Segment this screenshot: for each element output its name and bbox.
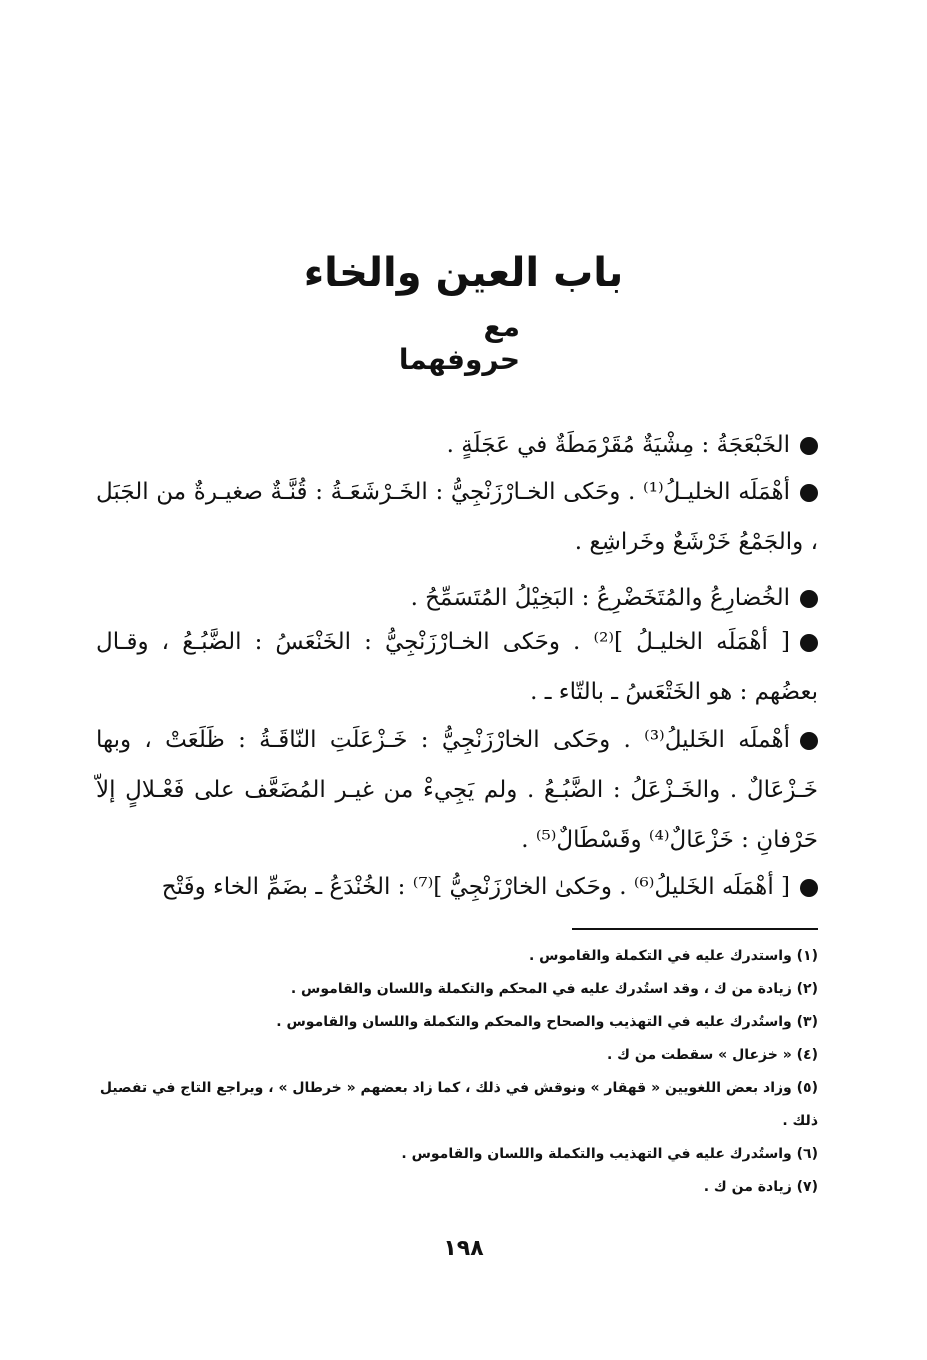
entry-text: الخُضارِعُ والمُتَخَضْرِعُ : البَخِيْلُ المُتَسَمِّحُ . xyxy=(410,585,790,611)
entry-4 xyxy=(96,617,818,717)
bullet-icon xyxy=(800,634,818,652)
bullet-icon xyxy=(800,732,818,750)
entry-5 xyxy=(96,715,818,865)
footnote-divider xyxy=(572,928,818,930)
bullet-icon xyxy=(800,437,818,455)
entry-text: أهْمَلَه الخليـلُ⁽¹⁾ . وحَكى الخـارْزَنْجِيُّ : الخَـرْشَعَـةُ : قُنَّـةٌ صغيـرةٌ من الجَبَل ، والجَمْعُ خَرْشَعٌ وخَراشِع . xyxy=(96,479,818,555)
footnote-5: (٥) وزاد بعض اللغويين « قهقار » ونوقش في ذلك ، كما زاد بعضهم « خرطال » ، ويراجع التاج في تفصيل ذلك . xyxy=(99,1080,818,1129)
entry-1 xyxy=(96,420,818,470)
page-number: ١٩٨ xyxy=(443,1236,484,1261)
footnote-4: (٤) « خزعال » سقطت من ك . xyxy=(606,1047,818,1063)
footnote-6: (٦) واستُدرك عليه في التهذيب والتكملة واللسان والقاموس . xyxy=(401,1146,818,1162)
entry-text: أهْملَه الخَليلُ⁽³⁾ . وحَكى الخارْزَنْجِيُّ : خَـزْعَلَتِ النّاقَـةُ : ظَلَعَتْ ، وبها خَـزْعَالٌ . والخَـزْعَلُ : الضَّبُـعُ . ولم يَجِيءْ من غيـر المُضَعَّف على فَعْـلالٍ إلاّ حَرْفانِ : خَزْعَالٌ⁽⁴⁾ وقَسْطَالٌ⁽⁵⁾ . xyxy=(96,727,818,853)
footnote-1: (١) واستدرك عليه في التكملة والقاموس . xyxy=(528,948,818,964)
footnotes xyxy=(96,940,818,1204)
chapter-title: باب العين والخاء xyxy=(303,250,624,296)
entry-6 xyxy=(96,862,818,912)
entry-text: [ أهْمَلَه الخَليلُ⁽⁶⁾ . وحَكىٰ الخارْزَنْجِيُّ ]⁽⁷⁾ : الخُنْدَعُ ـ بضَمِّ الخاء وفَتْح xyxy=(161,874,790,900)
footnote-3: (٣) واستُدرك عليه في التهذيب والصحاح والمحكم والتكملة واللسان والقاموس . xyxy=(276,1014,818,1030)
bullet-icon xyxy=(800,590,818,608)
chapter-subtitle: مع حروفهما xyxy=(398,310,520,376)
entry-2 xyxy=(96,467,818,567)
footnote-7: (٧) زيادة من ك . xyxy=(703,1179,818,1195)
entry-3 xyxy=(96,573,818,623)
footnote-2: (٢) زيادة من ك ، وقد استُدرك عليه في المحكم والتكملة واللسان والقاموس . xyxy=(290,981,818,997)
bullet-icon xyxy=(800,879,818,897)
entry-text: [ أهْمَلَه الخليـلُ ]⁽²⁾ . وحَكى الخـارْزَنْجِيُّ : الخَنْعَسُ : الضَّبُـعُ ، وقـال بعضُهم : هو الخَتْعَسُ ـ بالتّاء ـ . xyxy=(96,629,818,705)
bullet-icon xyxy=(800,484,818,502)
entry-text: الخَبْعَجَةُ : مِشْيَةٌ مُقَرْمَطَةٌ في عَجَلَةٍ . xyxy=(446,432,790,458)
